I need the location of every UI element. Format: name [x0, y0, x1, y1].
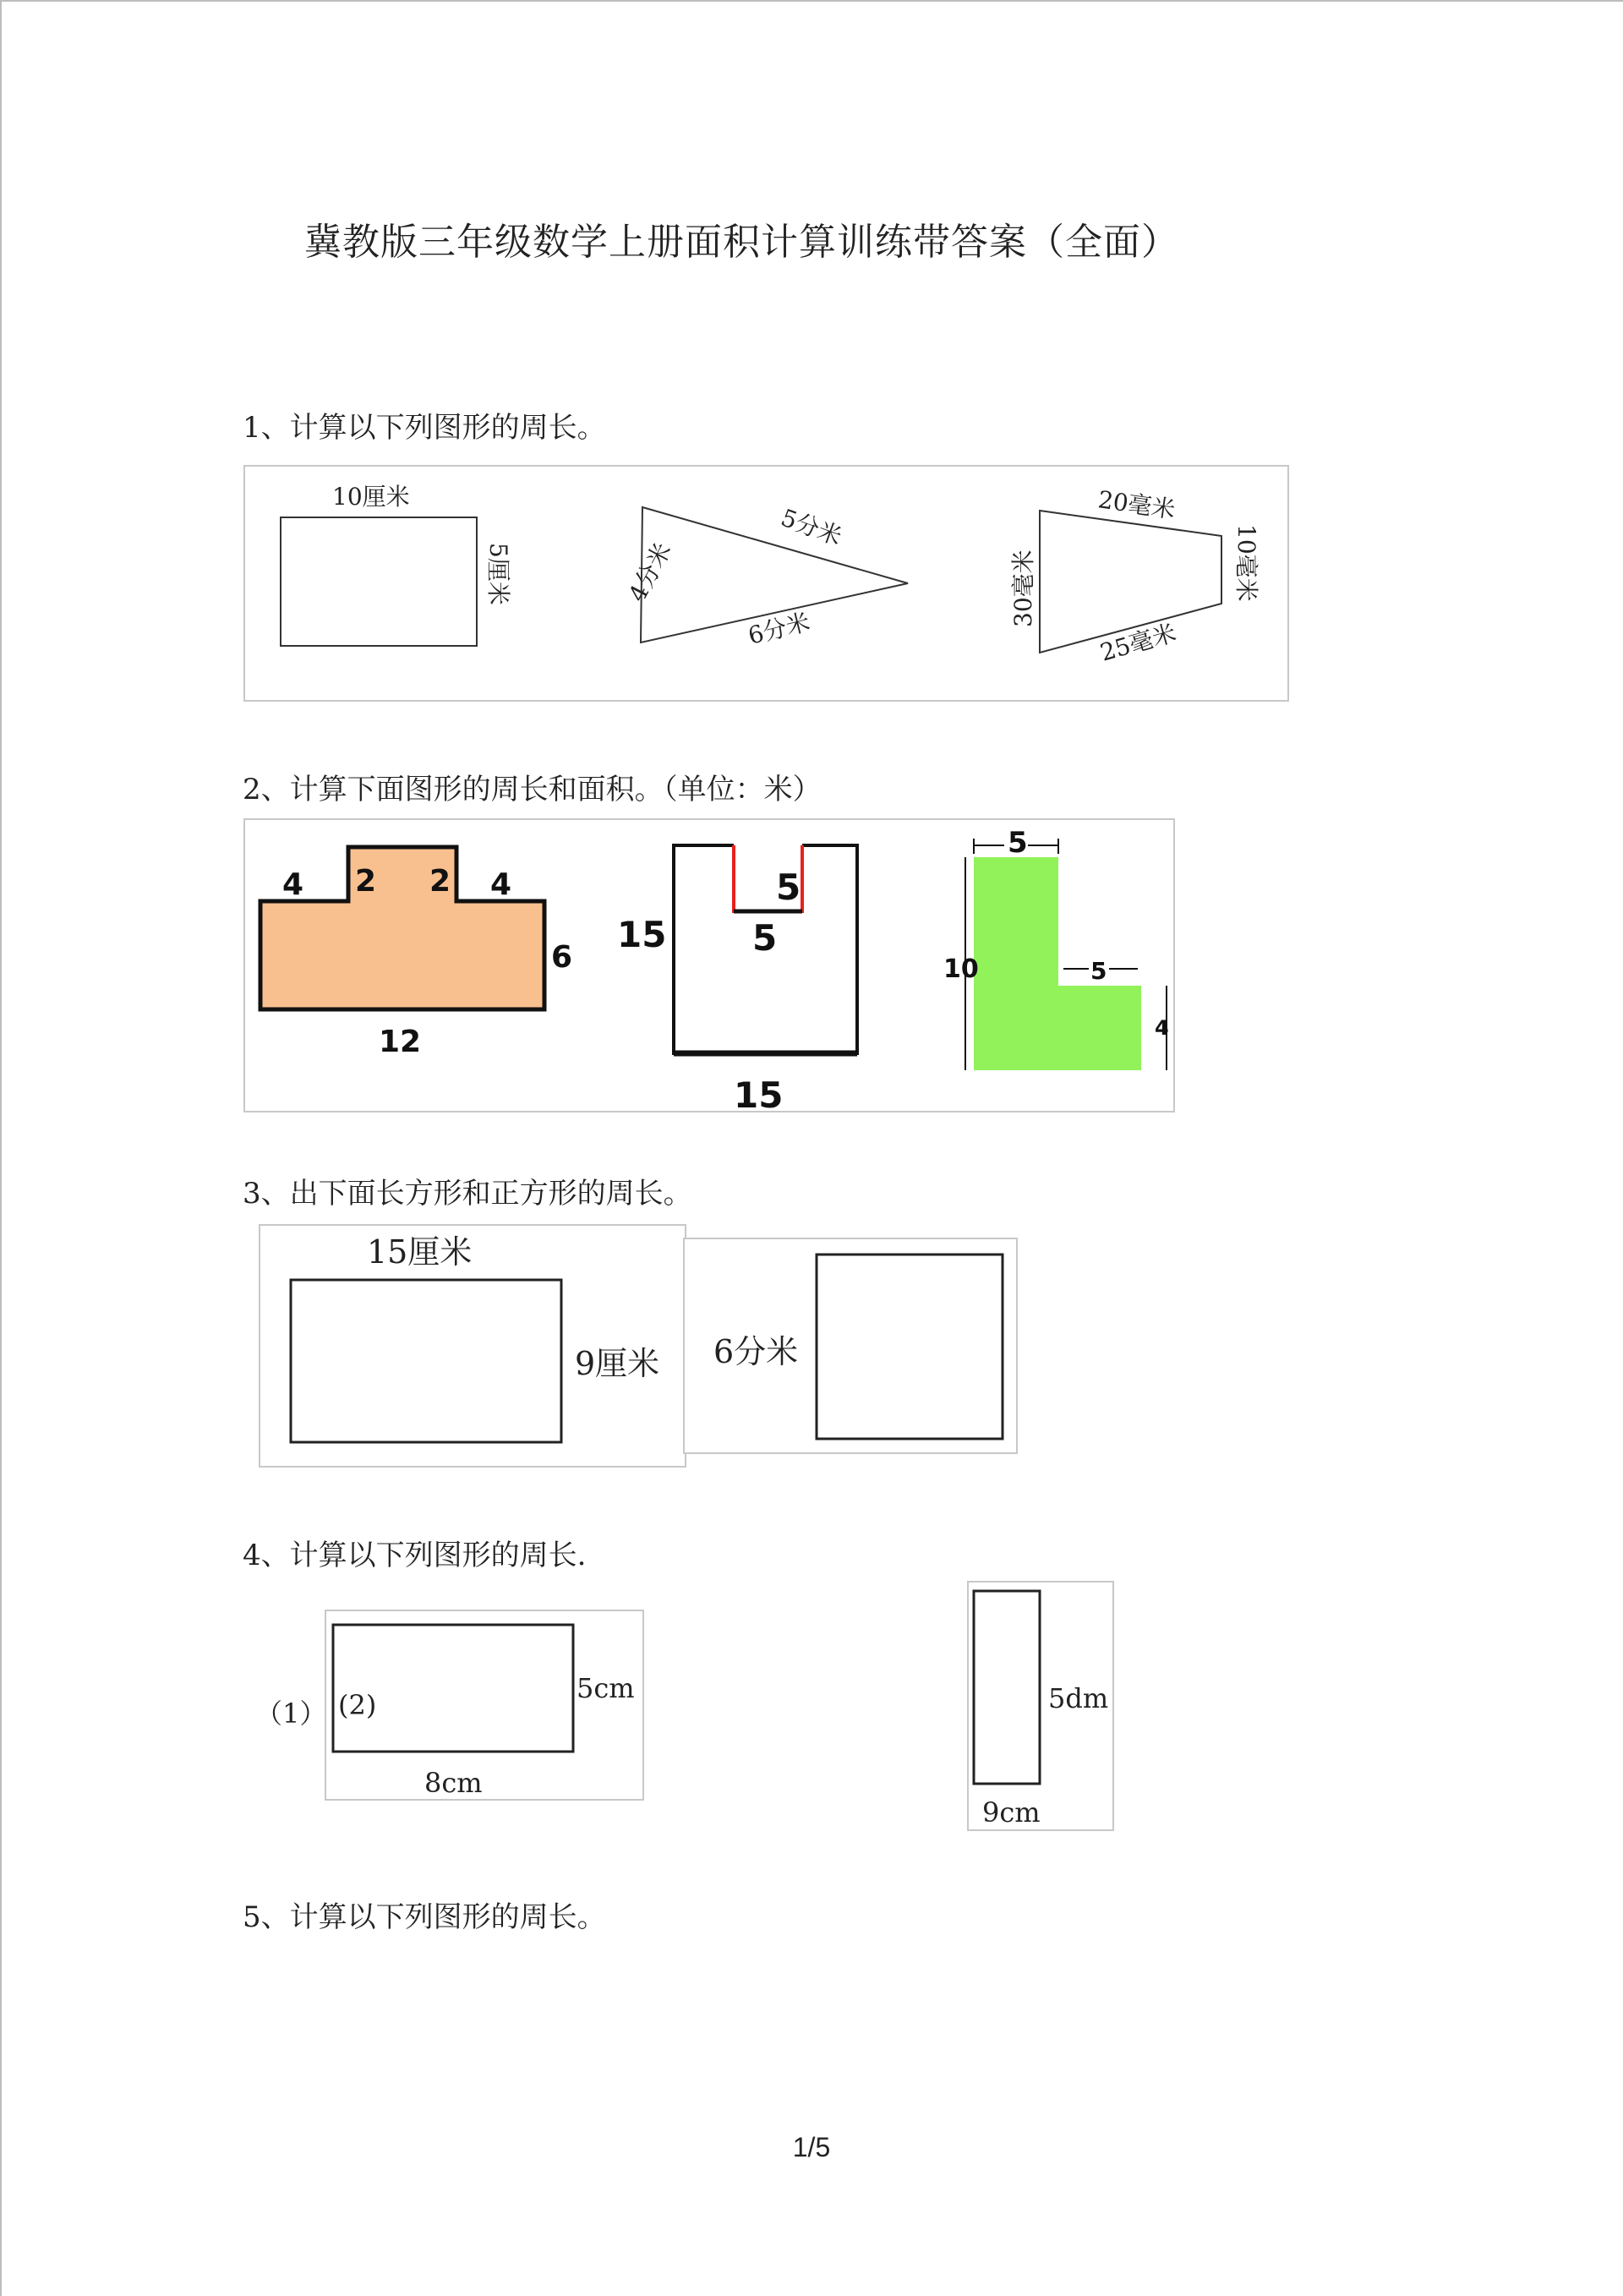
question-3: 3、出下面长方形和正方形的周长。	[243, 1177, 692, 1211]
q4-tall-bottom-label: 9cm	[982, 1796, 1041, 1829]
q4-figures	[325, 1581, 1119, 1834]
question-1: 1、计算以下列图形的周长。	[243, 411, 606, 445]
q3-square	[817, 1255, 1003, 1439]
q1-figures	[245, 467, 1291, 703]
q2-f1-label-b: 2	[355, 864, 377, 899]
page-title: 冀教版三年级数学上册面积计算训练带答案（全面）	[304, 221, 1179, 264]
q1-tri-left-label: 4分米	[623, 538, 677, 607]
q3-square-side-label: 6分米	[713, 1333, 799, 1370]
page-number: 1/5	[792, 2132, 831, 2162]
q2-f1-label-f: 12	[379, 1025, 422, 1059]
q1-rect-top-label: 10厘米	[332, 483, 410, 511]
q3-figures	[259, 1224, 1019, 1469]
q4-rect-bottom-label: 8cm	[424, 1767, 483, 1799]
q1-trap-bottom-label: 25毫米	[1096, 618, 1180, 667]
question-4: 4、计算以下列图形的周长.	[243, 1539, 587, 1572]
q4-tall-rectangle	[974, 1591, 1040, 1784]
q4-label-1: （1）	[255, 1697, 327, 1730]
question-2: 2、计算下面图形的周长和面积。（单位：米）	[243, 773, 822, 806]
q2-f2-label-bottom: 15	[734, 1074, 784, 1116]
q2-f3-label-left: 10	[943, 954, 979, 984]
q3-rect-top-label: 15厘米	[367, 1233, 473, 1271]
q1-rect-side-label: 5厘米	[484, 543, 512, 605]
q1-trap-left-label: 30毫米	[1009, 549, 1037, 627]
q2-f1-label-d: 4	[490, 867, 512, 902]
page-border-top	[0, 0, 1623, 2]
q2-f3-label-right: 4	[1155, 1016, 1169, 1040]
q1-rectangle	[281, 517, 477, 646]
q2-figures	[245, 820, 1177, 1114]
q2-f2-label-inner: 5	[752, 917, 778, 959]
q2-f3-label-top: 5	[1008, 826, 1028, 860]
q3-rectangle	[291, 1280, 561, 1442]
q1-tri-right-label: 5分米	[777, 503, 846, 551]
question-5: 5、计算以下列图形的周长。	[243, 1900, 606, 1934]
q2-f2-label-top: 5	[776, 866, 801, 908]
page-border	[0, 0, 2, 2296]
q4-label-2: (2)	[338, 1689, 377, 1721]
q4-tall-side-label: 5dm	[1048, 1682, 1109, 1714]
q1-trap-right-label: 10毫米	[1232, 524, 1260, 602]
q1-tri-bottom-label: 6分米	[745, 607, 813, 650]
q2-f1-label-e: 6	[551, 940, 573, 975]
q2-f3-label-mid: 5	[1090, 957, 1107, 985]
q2-figure-panel	[243, 818, 1175, 1116]
q4-rectangle	[333, 1625, 573, 1752]
q1-figure-panel	[243, 465, 1289, 702]
q1-trap-top-label: 20毫米	[1096, 485, 1178, 524]
q3-rect-side-label: 9厘米	[575, 1345, 660, 1382]
q2-f1-label-c: 2	[429, 864, 451, 899]
q4-rect-side-label: 5cm	[577, 1672, 635, 1704]
q2-f1-label-a: 4	[282, 867, 304, 902]
q2-f2-label-left: 15	[617, 914, 667, 955]
q2-l-shape	[974, 857, 1141, 1070]
